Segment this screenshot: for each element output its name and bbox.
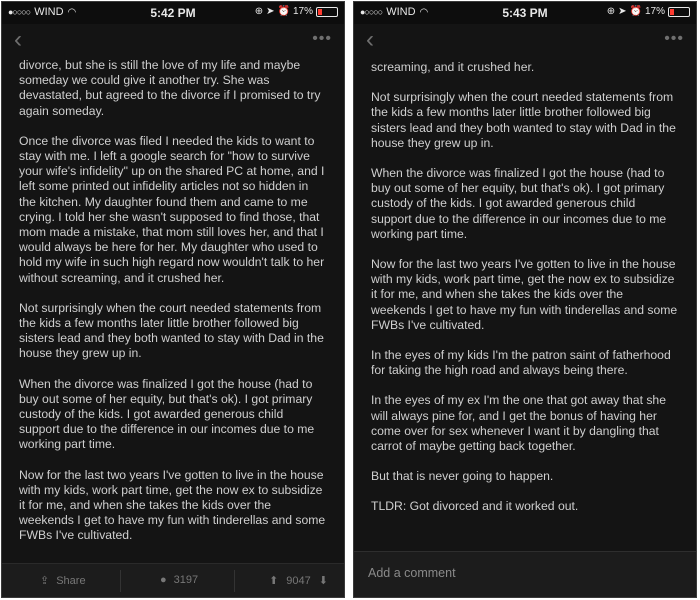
post-paragraph: But that is never going to happen. <box>371 469 554 484</box>
divider <box>234 570 235 592</box>
post-paragraph: divorce, but she is still the love of my life and maybe someday we could give it another try. She was devastated, but agreed to the divorce if I promised to try again someday. <box>19 58 321 118</box>
comment-input[interactable]: Add a comment <box>368 566 456 580</box>
battery-percent: 17% <box>292 6 313 17</box>
post-paragraph: In the eyes of my ex I'm the one that got away that she will always pine for, and I get the bonus of having her come over for sex whenever I want it by dangling that carrot of maybe getting back together. <box>371 393 666 454</box>
nav-bar <box>2 24 344 58</box>
post-paragraph: Once the divorce was filed I needed the kids to want to stay with me. I left a google search for "how to survive your wife's infidelity" up on the shared PC at home, and I left some printed out infidelity articles not so hidden in the kitchen. My daughter found them and came to me crying. I told her she wasn't supposed to find those, that mom made a mistake, that mom still loves her, and that I would always be here for her. My daughter who used to hold my wife in such high regard now wouldn't talk to her without screaming, and it crushed her. <box>19 133 325 285</box>
signal-dots-icon: ●○○○○ <box>360 7 383 17</box>
location-arrow-icon: ➤ <box>618 6 627 17</box>
more-dots-icon[interactable]: ••• <box>312 30 332 47</box>
post-paragraph: screaming, and it crushed her. <box>371 60 535 74</box>
wifi-icon: ◠ <box>419 6 429 18</box>
post-body <box>354 60 696 551</box>
battery-icon <box>668 7 690 17</box>
carrier-name: WIND <box>34 6 64 18</box>
right-screen <box>353 1 697 598</box>
comment-bar <box>354 551 696 597</box>
battery-icon <box>316 7 338 17</box>
left-screen <box>1 1 345 598</box>
post-paragraph: Now for the last two years I've gotten to live in the house with my kids, work part time, get the now ex to subsidize it for me, and when she takes the kids over the weekends I get to have my fun with tinderellas and some FWBs I've cultivated. <box>371 257 678 332</box>
post-paragraph: In the eyes of my kids I'm the patron saint of fatherhood for taking the high road and always being there. <box>371 348 671 378</box>
comments-button[interactable] <box>160 574 198 586</box>
post-paragraph: Not surprisingly when the court needed statements from the kids a few months later little brother followed big sisters lead and they both wanted to stay with Dad in the house they grew up in. <box>19 300 324 361</box>
rotation-lock-icon: ⊕ <box>254 6 264 17</box>
chevron-left-icon[interactable]: ‹ <box>366 26 374 53</box>
status-bar <box>354 2 696 24</box>
location-arrow-icon: ➤ <box>266 6 275 17</box>
share-button[interactable] <box>40 574 86 587</box>
post-paragraph: Not surprisingly when the court needed statements from the kids a few months later little brother followed big sisters lead and they both wanted to stay with Dad in the house they grew up in. <box>371 90 676 150</box>
arrow-up-icon[interactable]: ⬆ <box>269 575 279 587</box>
more-dots-icon[interactable]: ••• <box>664 30 684 47</box>
comment-count: 3197 <box>173 574 199 586</box>
wifi-icon: ◠ <box>67 6 77 18</box>
arrow-down-icon[interactable]: ⬇ <box>318 575 328 587</box>
content-fade <box>2 549 344 563</box>
comment-bubble-icon: ● <box>160 574 167 586</box>
carrier-name: WIND <box>386 6 416 18</box>
post-paragraph: Now for the last two years I've gotten to live in the house with my kids, work part time, get the now ex to subsidize it for me, and when she takes the kids over the weekends I get to have my fun with tinderellas and some FWBs I've cultivated. <box>19 467 326 543</box>
alarm-icon: ⏰ <box>277 6 290 17</box>
battery-percent: 17% <box>644 6 665 17</box>
rotation-lock-icon: ⊕ <box>606 6 616 17</box>
nav-bar <box>354 24 696 58</box>
status-bar <box>2 2 344 24</box>
vote-count: 9047 <box>286 574 311 587</box>
vote-controls <box>269 574 328 587</box>
alarm-icon: ⏰ <box>629 6 642 17</box>
action-bar <box>2 563 344 597</box>
post-paragraph: When the divorce was finalized I got the house (had to buy out some of her equity, but that's ok). I got primary custody of the kids. I got awarded generous child support due to the difference in our incomes due to me working part time. <box>19 376 315 452</box>
post-body <box>2 58 344 563</box>
signal-dots-icon: ●○○○○ <box>8 7 31 17</box>
share-label: Share <box>56 574 86 587</box>
status-time: 5:42 PM <box>150 6 196 20</box>
post-paragraph: TLDR: Got divorced and it worked out. <box>371 499 579 514</box>
status-time: 5:43 PM <box>502 6 548 20</box>
post-paragraph: When the divorce was finalized I got the house (had to buy out some of her equity, but that's ok). I got primary custody of the kids. I got awarded generous child support due to the difference in our incomes due to me working part time. <box>371 166 667 241</box>
chevron-left-icon[interactable]: ‹ <box>14 26 22 53</box>
divider <box>120 570 121 592</box>
share-icon: ⇪ <box>40 575 50 587</box>
